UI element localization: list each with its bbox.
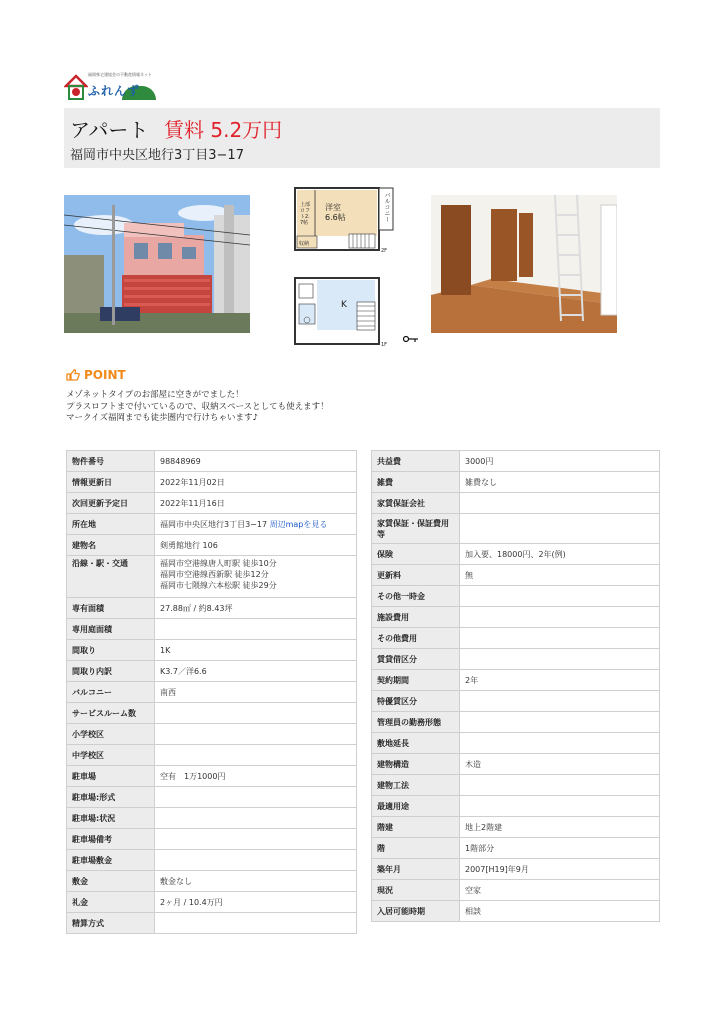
- floor-plan-drawing: [293, 186, 421, 346]
- table-row: [372, 775, 660, 796]
- table-row: [67, 787, 357, 808]
- spec-label: 礼金: [67, 892, 155, 913]
- access-line: 福岡市空港線唐人町駅 徒歩10分: [160, 559, 277, 568]
- spec-value: 98848969: [155, 451, 357, 472]
- property-spec-table-left: [66, 450, 357, 934]
- spec-value: 空有 1万1000円: [155, 766, 357, 787]
- spec-label: 賃貸借区分: [372, 649, 460, 670]
- point-line: マークイズ福岡までも徒歩圏内で行けちゃいます♪: [66, 413, 258, 423]
- table-row: [372, 733, 660, 754]
- spec-label: 契約期間: [372, 670, 460, 691]
- spec-label: 沿線・駅・交通: [67, 556, 155, 598]
- spec-value: [155, 745, 357, 766]
- floor-plan-1f-label: 1F: [381, 342, 388, 348]
- spec-label: 階建: [372, 817, 460, 838]
- spec-label: 専有面積: [67, 598, 155, 619]
- spec-value: [460, 628, 660, 649]
- table-row: [372, 628, 660, 649]
- table-row: [372, 451, 660, 472]
- table-row: [67, 472, 357, 493]
- table-row: [67, 703, 357, 724]
- spec-value: 剣勇館地行 106: [155, 535, 357, 556]
- table-row: [372, 880, 660, 901]
- table-row: [372, 817, 660, 838]
- rent-price: 賃料 5.2万円: [164, 118, 283, 142]
- spec-value: [155, 787, 357, 808]
- spec-value: [460, 649, 660, 670]
- spec-label: 管理員の勤務形態: [372, 712, 460, 733]
- table-row: [67, 535, 357, 556]
- spec-label: 雑費: [372, 472, 460, 493]
- spec-value: [460, 514, 660, 544]
- spec-value: [460, 607, 660, 628]
- spec-label: 建物構造: [372, 754, 460, 775]
- spec-value: [460, 712, 660, 733]
- table-row: [67, 451, 357, 472]
- spec-value: [460, 691, 660, 712]
- spec-label: 敷金: [67, 871, 155, 892]
- table-row: [67, 493, 357, 514]
- point-description: [66, 390, 329, 425]
- floor-plan-loft: 上部ロフト2.7帖: [300, 202, 311, 226]
- spec-label: 階: [372, 838, 460, 859]
- spec-value: [155, 850, 357, 871]
- table-row: [372, 544, 660, 565]
- spec-label: 家賃保証・保証費用等: [372, 514, 460, 544]
- spec-value: [155, 913, 357, 934]
- access-line: 福岡市空港線西新駅 徒歩12分: [160, 570, 269, 579]
- spec-value: [155, 703, 357, 724]
- floor-plan-room-2f-size: 6.6帖: [325, 213, 346, 222]
- spec-value: 雑費なし: [460, 472, 660, 493]
- house-logo-icon: [64, 74, 88, 102]
- spec-value: 地上2階建: [460, 817, 660, 838]
- spec-value: K3.7／洋6.6: [155, 661, 357, 682]
- area-map-link[interactable]: 周辺mapを見る: [269, 519, 328, 529]
- spec-value: 2ヶ月 / 10.4万円: [155, 892, 357, 913]
- table-row: [372, 649, 660, 670]
- point-title: POINT: [84, 368, 126, 382]
- site-logo: [64, 72, 156, 102]
- spec-value: 南西: [155, 682, 357, 703]
- spec-value: 2022年11月02日: [155, 472, 357, 493]
- spec-value: 2007[H19]年9月: [460, 859, 660, 880]
- spec-value: 3000円: [460, 451, 660, 472]
- table-row: [372, 754, 660, 775]
- point-line: プラスロフトまで付いているので、収納スペースとしても使えます！: [66, 401, 329, 412]
- spec-label: 施設費用: [372, 607, 460, 628]
- floor-plan-kitchen: K: [341, 300, 347, 310]
- spec-label: 特優賃区分: [372, 691, 460, 712]
- spec-value-address: [155, 514, 357, 535]
- spec-label: 精算方式: [67, 913, 155, 934]
- table-row: [372, 565, 660, 586]
- key-icon: [403, 334, 419, 344]
- spec-label: 入居可能時期: [372, 901, 460, 922]
- spec-label: 間取り内訳: [67, 661, 155, 682]
- logo-tagline: 福岡県宅建協会の不動産情報ネット: [88, 72, 152, 77]
- interior-photo[interactable]: [431, 195, 617, 333]
- spec-label: その他一時金: [372, 586, 460, 607]
- spec-label: 保険: [372, 544, 460, 565]
- point-line: メゾネットタイプのお部屋に空きがでました！: [66, 390, 244, 400]
- spec-label: 間取り: [67, 640, 155, 661]
- spec-value-access: [155, 556, 357, 598]
- spec-label: 共益費: [372, 451, 460, 472]
- table-row: [372, 901, 660, 922]
- property-type: アパート: [70, 118, 149, 142]
- spec-value: 相談: [460, 901, 660, 922]
- thumbs-up-icon: [66, 369, 80, 381]
- spec-value: [155, 829, 357, 850]
- spec-label: 駐車場備考: [67, 829, 155, 850]
- spec-label: 次回更新予定日: [67, 493, 155, 514]
- spec-label: 専用庭面積: [67, 619, 155, 640]
- exterior-photo[interactable]: [64, 195, 250, 333]
- spec-value: 27.88㎡ / 約8.43坪: [155, 598, 357, 619]
- table-row: [67, 640, 357, 661]
- table-row: [372, 607, 660, 628]
- spec-label: 建物工法: [372, 775, 460, 796]
- point-heading: [66, 368, 126, 382]
- spec-value: 敷金なし: [155, 871, 357, 892]
- table-row: [372, 859, 660, 880]
- spec-value: 無: [460, 565, 660, 586]
- property-header: [64, 108, 660, 168]
- property-spec-table-right: [371, 450, 660, 922]
- spec-value: [155, 724, 357, 745]
- spec-value: [460, 733, 660, 754]
- address-text: 福岡市中央区地行3丁目3−17: [160, 519, 268, 529]
- spec-label: 物件番号: [67, 451, 155, 472]
- table-row: [67, 892, 357, 913]
- floor-plan-closet: 収納: [299, 241, 310, 247]
- table-row: [372, 712, 660, 733]
- spec-value: 木造: [460, 754, 660, 775]
- spec-value: 2年: [460, 670, 660, 691]
- table-row: [67, 745, 357, 766]
- table-row: [67, 871, 357, 892]
- spec-value: [155, 808, 357, 829]
- spec-label: 現況: [372, 880, 460, 901]
- spec-label: 最適用途: [372, 796, 460, 817]
- table-row: [67, 619, 357, 640]
- table-row: [67, 598, 357, 619]
- spec-value: [460, 775, 660, 796]
- spec-label: 建物名: [67, 535, 155, 556]
- spec-label: 更新料: [372, 565, 460, 586]
- spec-value: [460, 493, 660, 514]
- spec-value: 加入要、18000円、2年(例): [460, 544, 660, 565]
- table-row: [67, 913, 357, 934]
- table-row: [372, 670, 660, 691]
- table-row: [67, 682, 357, 703]
- table-row: [372, 472, 660, 493]
- exterior-photo-image: [64, 195, 250, 333]
- access-line: 福岡市七隈線六本松駅 徒歩29分: [160, 581, 277, 590]
- table-row: [67, 850, 357, 871]
- table-row: [67, 514, 357, 535]
- spec-value: [460, 586, 660, 607]
- spec-label: 所在地: [67, 514, 155, 535]
- table-row: [372, 691, 660, 712]
- spec-value: [155, 619, 357, 640]
- table-row: [372, 586, 660, 607]
- spec-label: サービスルーム数: [67, 703, 155, 724]
- spec-value: 1階部分: [460, 838, 660, 859]
- floor-plan-2f-label: 2F: [381, 248, 388, 254]
- spec-label: 築年月: [372, 859, 460, 880]
- table-row: [67, 808, 357, 829]
- spec-value: 空家: [460, 880, 660, 901]
- table-row: [67, 724, 357, 745]
- table-row: [67, 766, 357, 787]
- spec-label: 駐車場:形式: [67, 787, 155, 808]
- property-address: 福岡市中央区地行3丁目3−17: [70, 148, 244, 163]
- table-row: [372, 493, 660, 514]
- table-row: [67, 556, 357, 598]
- table-row: [372, 796, 660, 817]
- spec-label: 駐車場: [67, 766, 155, 787]
- spec-label: その他費用: [372, 628, 460, 649]
- spec-value: 2022年11月16日: [155, 493, 357, 514]
- spec-value: 1K: [155, 640, 357, 661]
- spec-value: [460, 796, 660, 817]
- table-row: [372, 514, 660, 544]
- table-row: [67, 661, 357, 682]
- spec-label: 小学校区: [67, 724, 155, 745]
- spec-label: 中学校区: [67, 745, 155, 766]
- spec-label: 家賃保証会社: [372, 493, 460, 514]
- spec-label: 駐車場:状況: [67, 808, 155, 829]
- table-row: [67, 829, 357, 850]
- spec-label: 駐車場敷金: [67, 850, 155, 871]
- logo-brand: ふれんず: [88, 84, 141, 98]
- spec-label: バルコニー: [67, 682, 155, 703]
- spec-label: 情報更新日: [67, 472, 155, 493]
- floor-plan-room-2f: 洋室: [325, 203, 341, 212]
- floor-plan[interactable]: [293, 186, 421, 346]
- interior-photo-image: [431, 195, 617, 333]
- spec-label: 敷地延長: [372, 733, 460, 754]
- table-row: [372, 838, 660, 859]
- floor-plan-balcony: バルコニー: [383, 192, 390, 222]
